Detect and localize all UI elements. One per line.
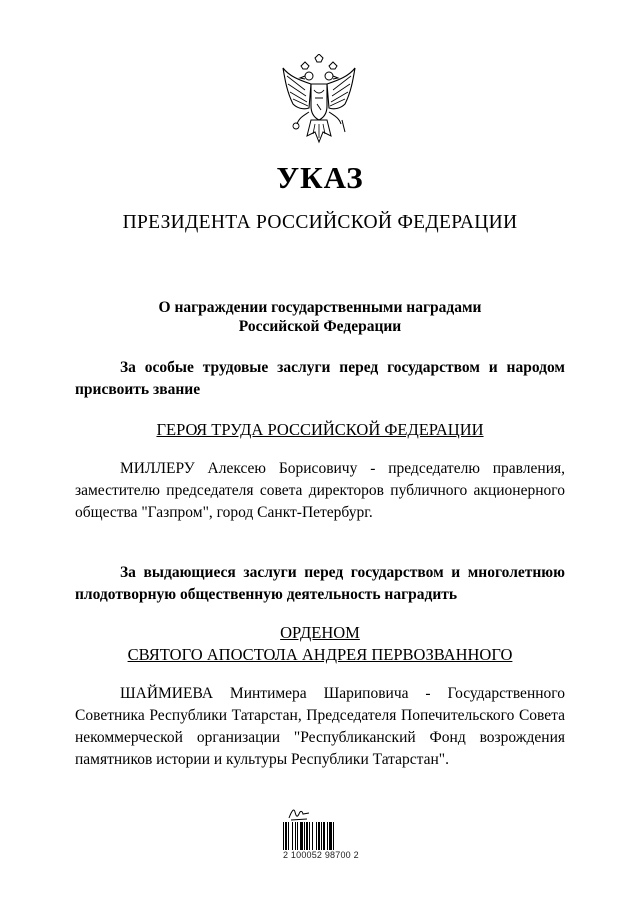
document-subtitle: ПРЕЗИДЕНТА РОССИЙСКОЙ ФЕДЕРАЦИИ — [122, 212, 518, 233]
section1-intro: За особые трудовые заслуги перед государством и народом присвоить звание — [75, 359, 565, 398]
document-title: УКАЗ — [276, 160, 364, 195]
section2-recipient: ШАЙМИЕВА Минтимера Шариповича - Государственного Советника Республики Татарстан, Председателя Попечительского Совета некоммерческой организации "Республиканский Фонд возрождения памятников истории и культуры Республики Татарстан". — [75, 685, 565, 768]
barcode-number: 2 100052 98700 2 — [283, 850, 359, 860]
section2-award-line1: ОРДЕНОМ — [280, 623, 360, 642]
handwritten-initial-icon — [287, 806, 311, 822]
coat-of-arms-icon — [279, 54, 359, 150]
decree-heading-line2: Российской Федерации — [238, 318, 402, 335]
decree-heading-line1: О награждении государственными наградами — [158, 299, 482, 316]
decree-heading — [75, 298, 565, 336]
section2-award-title — [75, 622, 565, 666]
section1-award-title: ГЕРОЯ ТРУДА РОССИЙСКОЙ ФЕДЕРАЦИИ — [156, 420, 484, 439]
section1-recipient: МИЛЛЕРУ Алексею Борисовичу - председателю правления, заместителю председателя совета директоров публичного акционерного общества "Газпром", город Санкт-Петербург. — [75, 460, 565, 521]
section2-award-line2: СВЯТОГО АПОСТОЛА АНДРЕЯ ПЕРВОЗВАННОГО — [127, 645, 513, 664]
barcode-icon — [283, 822, 355, 850]
section2-intro: За выдающиеся заслуги перед государством и многолетнюю плодотворную общественную деятельность наградить — [75, 564, 565, 603]
